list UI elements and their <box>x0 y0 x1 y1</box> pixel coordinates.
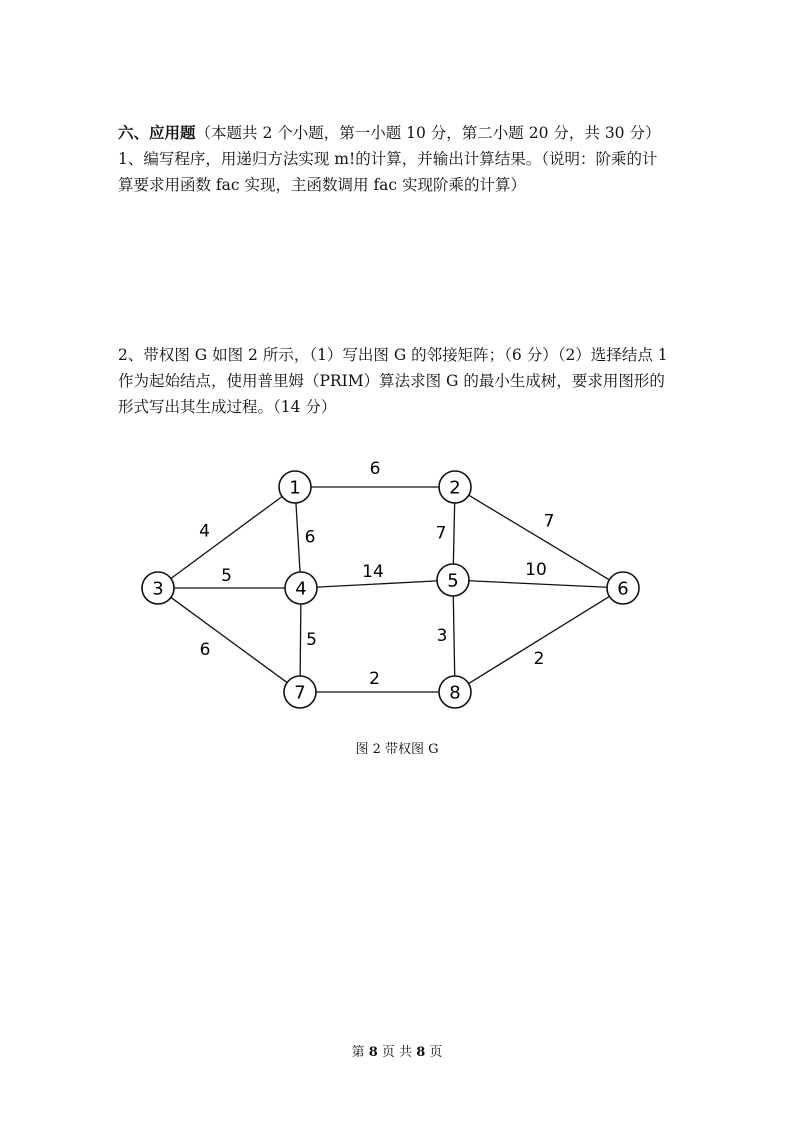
edge-weight-label-1-3: 4 <box>199 521 210 542</box>
graph-edge-5-6 <box>469 581 607 587</box>
node-label-2: 2 <box>449 477 461 499</box>
graph-edge-4-7 <box>300 604 301 676</box>
edge-weight-label-2-6: 7 <box>543 511 555 532</box>
edge-weight-label-1-4: 6 <box>304 527 316 548</box>
node-label-4: 4 <box>295 578 307 600</box>
edge-weight-label-5-8: 3 <box>436 626 448 646</box>
graph-edge-5-8 <box>453 596 454 676</box>
question-2-line-2: 作为起始结点，使用普里姆（PRIM）算法求图 G 的最小生成树，要求用图形的 <box>118 372 665 390</box>
edge-weight-label-3-7: 6 <box>199 640 211 660</box>
graph-node-6 <box>607 572 639 604</box>
graph-node-2 <box>439 471 471 503</box>
edge-weight-label-7-8: 2 <box>369 669 380 689</box>
graph-node-3 <box>142 572 174 604</box>
edge-weight-label-4-7: 5 <box>306 630 317 650</box>
graph-node-4 <box>285 572 317 604</box>
question-2-line-3: 形式写出其生成过程。（14 分） <box>118 398 337 416</box>
graph-node-5 <box>437 564 469 596</box>
edge-weight-label-2-5: 7 <box>435 523 447 544</box>
footer-total-pages: 8 <box>416 1045 426 1060</box>
question-1-line-1: 1、编写程序，用递归方法实现 m!的计算，并输出计算结果。（说明：阶乘的计 <box>118 150 658 168</box>
section-6 <box>118 120 678 198</box>
edge-weight-label-1-2: 6 <box>369 459 381 479</box>
weighted-graph <box>130 458 660 718</box>
node-label-7: 7 <box>294 682 306 704</box>
figure-caption: 图 2 带权图 G <box>355 742 439 757</box>
graph-nodes <box>142 471 639 708</box>
node-label-8: 8 <box>449 682 461 704</box>
node-label-5: 5 <box>447 570 459 592</box>
section-heading-note: （本题共 2 个小题，第一小题 10 分，第二小题 20 分，共 30 分） <box>195 124 661 142</box>
question-2-line-1: 2、带权图 G 如图 2 所示，（1）写出图 G 的邻接矩阵；（6 分）（2）选择结点 1 <box>118 346 668 364</box>
graph-edge-weights <box>199 459 554 689</box>
page-footer <box>0 1041 794 1060</box>
graph-edge-2-5 <box>453 503 454 564</box>
graph-node-7 <box>284 676 316 708</box>
section-heading-line <box>118 120 678 146</box>
node-label-6: 6 <box>617 578 629 600</box>
weighted-graph-figure <box>130 458 660 718</box>
edge-weight-label-8-6: 2 <box>533 649 545 669</box>
graph-edge-8-6 <box>469 596 610 683</box>
edge-weight-label-4-5: 14 <box>362 562 384 582</box>
question-1-line-2: 算要求用函数 fac 实现，主函数调用 fac 实现阶乘的计算） <box>118 176 527 194</box>
footer-middle: 页 共 <box>381 1045 413 1060</box>
graph-edge-3-7 <box>171 597 287 682</box>
footer-prefix: 第 <box>351 1045 365 1060</box>
footer-suffix: 页 <box>429 1045 443 1060</box>
footer-page-number: 8 <box>368 1045 378 1060</box>
graph-node-8 <box>439 676 471 708</box>
edge-weight-label-5-6: 10 <box>525 560 547 580</box>
section-heading: 六、应用题 <box>118 123 196 142</box>
question-2 <box>118 342 678 420</box>
graph-edge-1-4 <box>296 503 300 572</box>
graph-node-1 <box>279 471 311 503</box>
node-label-1: 1 <box>289 477 301 499</box>
edge-weight-label-3-4: 5 <box>221 566 232 586</box>
node-label-3: 3 <box>152 578 164 600</box>
